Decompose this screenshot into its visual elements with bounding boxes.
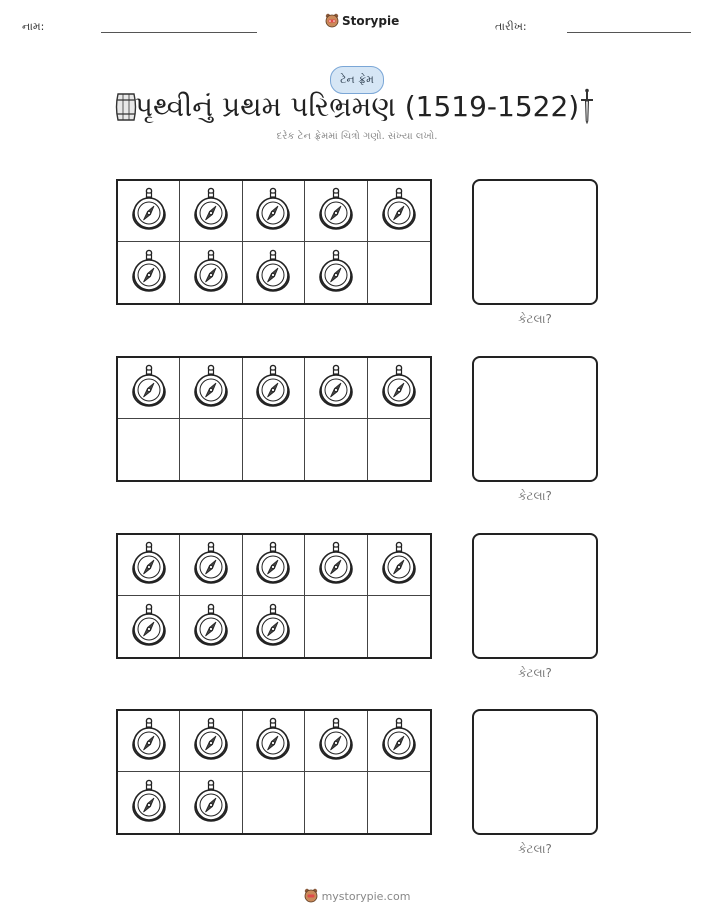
ten-frame xyxy=(116,356,432,482)
date-line[interactable] xyxy=(567,32,691,33)
compass-icon xyxy=(380,187,418,235)
compass-icon xyxy=(317,187,355,235)
compass-icon xyxy=(254,541,292,589)
footer-url[interactable]: mystorypie.com xyxy=(321,889,411,903)
ten-frame-cell xyxy=(118,242,180,303)
ten-frame-cell xyxy=(305,772,367,833)
how-many-label: કેટલા? xyxy=(518,842,552,856)
ten-frame-cell xyxy=(243,772,305,833)
compass-icon xyxy=(254,717,292,765)
compass-icon xyxy=(192,603,230,651)
compass-icon xyxy=(317,717,355,765)
storypie-logo-icon xyxy=(325,13,339,29)
answer-box[interactable] xyxy=(472,533,598,659)
ten-frame-cell xyxy=(118,181,180,242)
ten-frame-cell xyxy=(305,181,367,242)
ten-frame-cell xyxy=(243,419,305,480)
compass-icon xyxy=(380,364,418,412)
ten-frame-cell xyxy=(243,181,305,242)
ten-frame-cell xyxy=(180,419,242,480)
compass-icon xyxy=(130,187,168,235)
ten-frame-cell xyxy=(180,596,242,657)
ten-frame-cell xyxy=(118,358,180,419)
compass-icon xyxy=(192,779,230,827)
answer-box[interactable] xyxy=(472,356,598,482)
how-many-label: કેટલા? xyxy=(518,489,552,503)
ten-frame-cell xyxy=(305,711,367,772)
answer-box[interactable] xyxy=(472,709,598,835)
ten-frame-cell xyxy=(305,242,367,303)
instructions: દરેક ટેન ફ્રેમમાં ચિત્રો ગણો. સંખ્યા લખો. xyxy=(276,131,438,142)
date-label: તારીખ: xyxy=(495,20,527,33)
how-many-label: કેટલા? xyxy=(518,312,552,326)
ten-frame-cell xyxy=(118,772,180,833)
ten-frame-cell xyxy=(368,772,430,833)
ten-frame-cell xyxy=(305,596,367,657)
compass-icon xyxy=(130,603,168,651)
compass-icon xyxy=(317,541,355,589)
compass-icon xyxy=(317,364,355,412)
ten-frame-cell xyxy=(368,358,430,419)
ten-frame-cell xyxy=(305,419,367,480)
compass-icon xyxy=(192,364,230,412)
compass-icon xyxy=(192,187,230,235)
ten-frame-cell xyxy=(180,358,242,419)
compass-icon xyxy=(380,541,418,589)
ten-frame-cell xyxy=(243,358,305,419)
ten-frame-cell xyxy=(368,181,430,242)
compass-icon xyxy=(130,717,168,765)
compass-icon xyxy=(130,541,168,589)
ten-frame-cell xyxy=(243,596,305,657)
sword-icon xyxy=(578,88,596,124)
ten-frame-cell xyxy=(118,711,180,772)
ten-frame-cell xyxy=(368,535,430,596)
ten-frame-cell xyxy=(368,711,430,772)
page-title: પૃથ્વીનું પ્રથમ પરિભ્રમણ (1519-1522) xyxy=(134,90,580,123)
ten-frame-cell xyxy=(180,242,242,303)
topic-badge: ટેન ફ્રેમ xyxy=(330,66,384,94)
ten-frame-cell xyxy=(180,535,242,596)
compass-icon xyxy=(254,187,292,235)
ten-frame-cell xyxy=(180,772,242,833)
compass-icon xyxy=(192,249,230,297)
ten-frame xyxy=(116,179,432,305)
compass-icon xyxy=(254,249,292,297)
brand-name: Storypie xyxy=(342,14,400,28)
ten-frame-cell xyxy=(305,358,367,419)
compass-icon xyxy=(380,717,418,765)
name-label: નામ: xyxy=(22,20,45,33)
ten-frame-cell xyxy=(368,596,430,657)
ten-frame-cell xyxy=(368,419,430,480)
compass-icon xyxy=(130,364,168,412)
compass-icon xyxy=(192,541,230,589)
ten-frame-cell xyxy=(118,596,180,657)
ten-frame-cell xyxy=(243,242,305,303)
ten-frame xyxy=(116,709,432,835)
ten-frame-cell xyxy=(180,181,242,242)
compass-icon xyxy=(254,603,292,651)
footer xyxy=(0,888,714,904)
compass-icon xyxy=(130,249,168,297)
compass-icon xyxy=(317,249,355,297)
answer-box[interactable] xyxy=(472,179,598,305)
how-many-label: કેટલા? xyxy=(518,666,552,680)
ten-frame-cell xyxy=(368,242,430,303)
compass-icon xyxy=(130,779,168,827)
ten-frame-cell xyxy=(118,535,180,596)
compass-icon xyxy=(192,717,230,765)
ten-frame-cell xyxy=(243,535,305,596)
compass-icon xyxy=(254,364,292,412)
ten-frame xyxy=(116,533,432,659)
brand-logo xyxy=(325,13,399,29)
ten-frame-cell xyxy=(243,711,305,772)
storypie-logo-icon xyxy=(304,888,318,904)
ten-frame-cell xyxy=(305,535,367,596)
name-line[interactable] xyxy=(101,32,257,33)
ten-frame-cell xyxy=(180,711,242,772)
ten-frame-cell xyxy=(118,419,180,480)
